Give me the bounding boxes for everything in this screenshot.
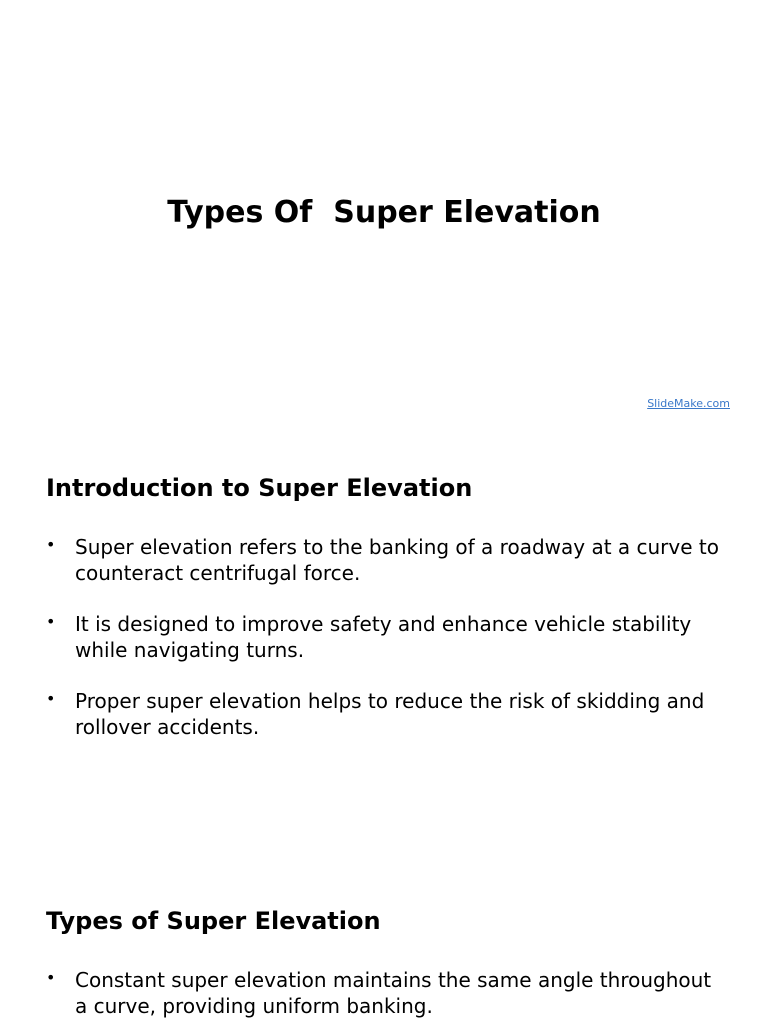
list-item-text: Proper super elevation helps to reduce the risk of skidding and rollover accidents. [75, 689, 705, 739]
list-item [46, 688, 726, 740]
slidemake-link[interactable]: SlideMake.com [647, 397, 730, 410]
list-item [46, 611, 726, 663]
list-item-text: Super elevation refers to the banking of a roadway at a curve to counteract centrifugal force. [75, 535, 719, 585]
section-heading: Introduction to Super Elevation [46, 474, 473, 502]
list-item [46, 534, 726, 586]
slide-title: Types Of Super Elevation [167, 195, 601, 230]
list-item-text: It is designed to improve safety and enhance vehicle stability while navigating turns. [75, 612, 692, 662]
section-heading: Types of Super Elevation [46, 907, 381, 935]
section-types [46, 905, 726, 1019]
list-item-text: Constant super elevation maintains the same angle throughout a curve, providing uniform banking. [75, 968, 712, 1018]
bullet-icon: • [46, 968, 56, 987]
bullet-list [46, 967, 726, 1019]
bullet-icon: • [46, 612, 56, 631]
bullet-icon: • [46, 689, 56, 708]
bullet-list [46, 534, 726, 740]
bullet-icon: • [46, 535, 56, 554]
list-item [46, 967, 726, 1019]
section-introduction [46, 472, 726, 740]
